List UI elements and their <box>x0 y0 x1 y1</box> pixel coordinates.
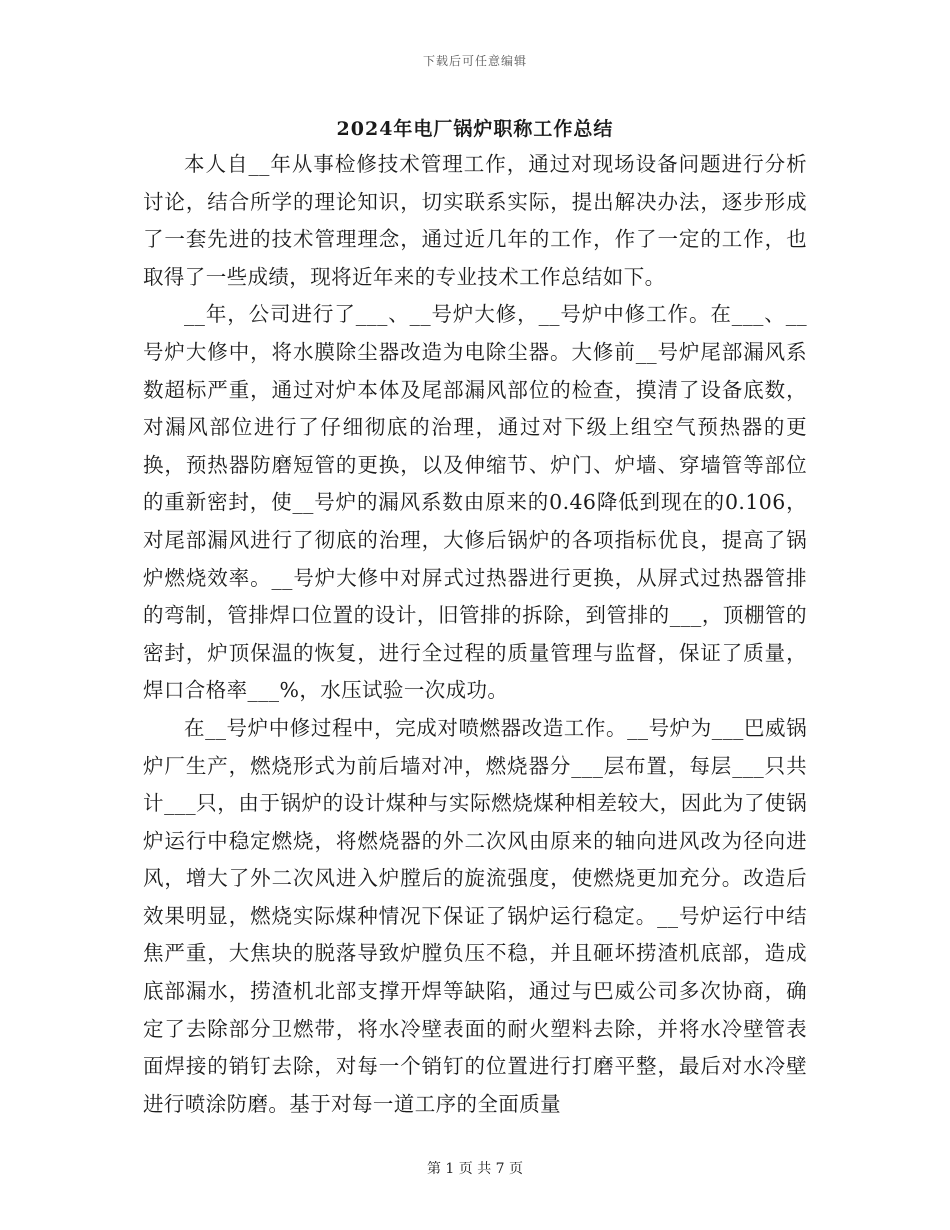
page-number: 第 1 页 共 7 页 <box>426 1161 524 1177</box>
paragraph: __年，公司进行了___、__号炉大修，__号炉中修工作。在___、__号炉大修中，将水膜除尘器改造为电除尘器。大修前__号炉尾部漏风系数超标严重，通过对炉本体及尾部漏风部位的检查，摸清了设备底数，对漏风部位进行了仔细彻底的治理，通过对下级上组空气预热器的更换，预热器防磨短管的更换，以及伸缩节、炉门、炉墙、穿墙管等部位的重新密封，使__号炉的漏风系数由原来的0.46降低到现在的0.106，对尾部漏风进行了彻底的治理，大修后锅炉的各项指标优良，提高了锅炉燃烧效率。__号炉大修中对屏式过热器进行更换，从屏式过热器管排的弯制，管排焊口位置的设计，旧管排的拆除，到管排的___，顶棚管的密封，炉顶保温的恢复，进行全过程的质量管理与监督，保证了质量，焊口合格率___%，水压试验一次成功。 <box>143 302 807 703</box>
document-body <box>143 146 807 1123</box>
paragraph: 在__号炉中修过程中，完成对喷燃器改造工作。__号炉为___巴威锅炉厂生产，燃烧形式为前后墙对冲，燃烧器分___层布置，每层___只共计___只，由于锅炉的设计煤种与实际燃烧煤种相差较大，因此为了使锅炉运行中稳定燃烧，将燃烧器的外二次风由原来的轴向进风改为径向进风，增大了外二次风进入炉膛后的旋流强度，使燃烧更加充分。改造后效果明显，燃烧实际煤种情况下保证了锅炉运行稳定。__号炉运行中结焦严重，大焦块的脱落导致炉膛负压不稳，并且砸坏捞渣机底部，造成底部漏水，捞渣机北部支撑开焊等缺陷，通过与巴威公司多次协商，确定了去除部分卫燃带，将水冷壁表面的耐火塑料去除，并将水冷壁管表面焊接的销钉去除，对每一个销钉的位置进行打磨平整，最后对水冷壁进行喷涂防磨。基于对每一道工序的全面质量 <box>143 715 807 1116</box>
document-title: 2024年电厂锅炉职称工作总结 <box>336 118 614 140</box>
paragraph: 本人自__年从事检修技术管理工作，通过对现场设备问题进行分析讨论，结合所学的理论知识，切实联系实际，提出解决办法，逐步形成了一套先进的技术管理理念，通过近几年的工作，作了一定的工作，也取得了一些成绩，现将近年来的专业技术工作总结如下。 <box>143 152 807 289</box>
header-note: 下载后可任意编辑 <box>422 54 527 68</box>
